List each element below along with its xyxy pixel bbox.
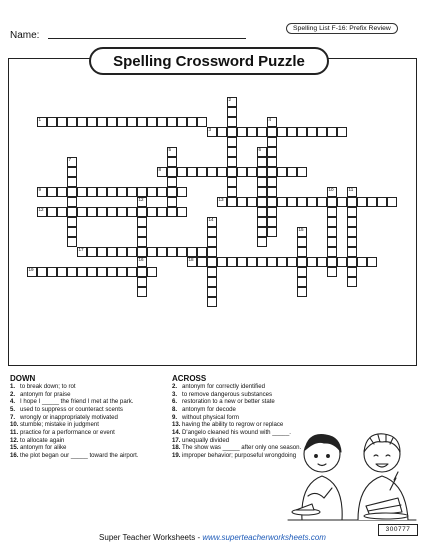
crossword-cell[interactable] <box>247 127 257 137</box>
crossword-cell[interactable] <box>207 167 217 177</box>
clue-number: 18 <box>188 257 194 262</box>
clue-number: 6 <box>258 147 262 152</box>
crossword-cell[interactable] <box>67 237 77 247</box>
crossword-cell[interactable] <box>327 267 337 277</box>
clue-item-text: practice for a performance or event <box>20 429 115 437</box>
crossword-cell[interactable] <box>97 117 107 127</box>
clue-item-text: having the ability to regrow or replace <box>182 421 284 429</box>
clue-item <box>172 414 310 422</box>
clue-item-text: used to suppress or counteract scents <box>20 406 123 414</box>
clue-item <box>10 406 165 414</box>
crossword-cell[interactable] <box>117 187 127 197</box>
crossword-cell[interactable] <box>197 117 207 127</box>
crossword-cell[interactable] <box>167 177 177 187</box>
crossword-cell[interactable] <box>157 187 167 197</box>
clue-number: 15 <box>298 227 304 232</box>
down-clue-list <box>10 383 165 460</box>
clue-number: 3 <box>208 127 212 132</box>
clue-item-text: The show was _____ after only one season. <box>182 444 302 452</box>
clue-number: 16 <box>138 257 144 262</box>
crossword-cell[interactable] <box>167 157 177 167</box>
crossword-cell[interactable] <box>257 227 267 237</box>
clue-item-text: D'angelo cleaned his wound with _____. <box>182 429 291 437</box>
crossword-cell[interactable] <box>317 197 327 207</box>
crossword-cell[interactable] <box>207 247 217 257</box>
crossword-cell[interactable] <box>257 167 267 177</box>
crossword-cell[interactable] <box>107 267 117 277</box>
crossword-cell[interactable] <box>257 237 267 247</box>
crossword-cell[interactable] <box>37 267 47 277</box>
name-write-line[interactable] <box>48 38 246 39</box>
crossword-cell[interactable] <box>257 197 267 207</box>
crossword-cell[interactable] <box>357 257 367 267</box>
clue-item-number: 1. <box>10 383 16 390</box>
crossword-cell[interactable] <box>217 257 227 267</box>
crossword-cell[interactable] <box>77 187 87 197</box>
crossword-cell[interactable] <box>127 187 137 197</box>
clue-item-number: 3. <box>172 390 178 398</box>
crossword-cell[interactable] <box>147 207 157 217</box>
crossword-cell[interactable] <box>277 127 287 137</box>
crossword-cell[interactable] <box>257 187 267 197</box>
clue-item <box>10 421 165 429</box>
crossword-cell[interactable] <box>257 217 267 227</box>
clue-number: 4 <box>268 117 272 122</box>
crossword-cell[interactable] <box>307 127 317 137</box>
clue-number: 12 <box>138 197 144 202</box>
crossword-cell[interactable] <box>347 247 357 257</box>
clue-number: 17 <box>78 247 84 252</box>
crossword-cell[interactable] <box>57 187 67 197</box>
crossword-cell[interactable] <box>87 207 97 217</box>
clue-item <box>10 414 165 422</box>
clue-number: 7 <box>68 157 72 162</box>
crossword-cell[interactable] <box>167 187 177 197</box>
crossword-cell[interactable] <box>57 267 67 277</box>
clue-item-number: 19. <box>172 452 181 460</box>
crossword-cell[interactable] <box>297 257 307 267</box>
clue-number: 1 <box>38 117 42 122</box>
crossword-cell[interactable] <box>297 167 307 177</box>
crossword-cell[interactable] <box>157 207 167 217</box>
crossword-cell[interactable] <box>267 227 277 237</box>
crossword-cell[interactable] <box>117 117 127 127</box>
crossword-cell[interactable] <box>317 127 327 137</box>
crossword-cell[interactable] <box>67 267 77 277</box>
children-eating-cake-illustration <box>286 424 418 524</box>
crossword-cell[interactable] <box>367 197 377 207</box>
crossword-cell[interactable] <box>327 207 337 217</box>
crossword-cell[interactable] <box>87 117 97 127</box>
clue-number: 2 <box>228 97 232 102</box>
crossword-cell[interactable] <box>67 217 77 227</box>
crossword-cell[interactable] <box>187 167 197 177</box>
crossword-cell[interactable] <box>117 267 127 277</box>
clue-item-text: antonym for decode <box>182 406 236 414</box>
crossword-cell[interactable] <box>187 247 197 257</box>
clue-item <box>10 429 165 437</box>
crossword-cell[interactable] <box>257 157 267 167</box>
crossword-cell[interactable] <box>267 207 277 217</box>
crossword-cell[interactable] <box>167 207 177 217</box>
clue-item-text: stumble; mistake in judgment <box>20 421 99 429</box>
crossword-cell[interactable] <box>127 247 137 257</box>
crossword-cell[interactable] <box>327 247 337 257</box>
crossword-cell[interactable] <box>187 117 197 127</box>
crossword-cell[interactable] <box>127 207 137 217</box>
clue-item-number: 6. <box>172 398 178 406</box>
crossword-cell[interactable] <box>227 177 237 187</box>
crossword-cell[interactable] <box>257 257 267 267</box>
crossword-cell[interactable] <box>47 207 57 217</box>
clue-item-number: 7. <box>10 413 16 421</box>
crossword-cell[interactable] <box>117 247 127 257</box>
clue-item-number: 18. <box>172 444 181 452</box>
crossword-cell[interactable] <box>217 167 227 177</box>
crossword-cell[interactable] <box>97 267 107 277</box>
clue-item-text: without physical form <box>182 413 239 421</box>
crossword-cell[interactable] <box>97 187 107 197</box>
clue-number: 8 <box>158 167 162 172</box>
crossword-cell[interactable] <box>247 257 257 267</box>
crossword-cell[interactable] <box>107 247 117 257</box>
crossword-cell[interactable] <box>297 277 307 287</box>
clue-item-number: 10. <box>10 421 19 429</box>
crossword-cell[interactable] <box>267 257 277 267</box>
down-clues <box>10 374 165 460</box>
clue-number: 5 <box>168 147 172 152</box>
name-label: Name: <box>10 30 40 41</box>
clue-item <box>10 444 165 452</box>
crossword-cell[interactable] <box>137 267 147 277</box>
crossword-cell[interactable] <box>207 237 217 247</box>
crossword-cell[interactable] <box>107 207 117 217</box>
clue-number: 9 <box>38 187 42 192</box>
crossword-cell[interactable] <box>137 187 147 197</box>
clue-item <box>172 383 310 391</box>
crossword-cell[interactable] <box>97 207 107 217</box>
clue-item-number: 5. <box>10 406 16 414</box>
crossword-cell[interactable] <box>157 117 167 127</box>
clue-item-text: unequally divided <box>182 436 230 444</box>
crossword-cell[interactable] <box>77 267 87 277</box>
clue-item-text: improper behavior; purposeful wrongdoing <box>182 452 297 460</box>
clue-item-number: 14. <box>172 429 181 437</box>
crossword-cell[interactable] <box>297 247 307 257</box>
crossword-cell[interactable] <box>107 187 117 197</box>
clue-item-text: the plot began our _____ toward the airport. <box>20 452 139 460</box>
crossword-cell[interactable] <box>167 167 177 177</box>
crossword-cell[interactable] <box>167 117 177 127</box>
clue-item-number: 2. <box>172 383 178 390</box>
clue-item <box>172 398 310 406</box>
clue-item-text: to remove dangerous substances <box>182 390 273 398</box>
crossword-cell[interactable] <box>377 197 387 207</box>
across-heading: ACROSS <box>172 374 207 383</box>
crossword-cell[interactable] <box>237 167 247 177</box>
clue-item-text: antonym for correctly identified <box>182 383 265 390</box>
clue-item-number: 8. <box>172 406 178 414</box>
crossword-cell[interactable] <box>227 117 237 127</box>
crossword-cell[interactable] <box>337 127 347 137</box>
crossword-cell[interactable] <box>257 207 267 217</box>
crossword-cell[interactable] <box>217 127 227 137</box>
crossword-cell[interactable] <box>67 197 77 207</box>
crossword-cell[interactable] <box>207 257 217 267</box>
crossword-cell[interactable] <box>67 187 77 197</box>
clue-item <box>172 391 310 399</box>
crossword-cell[interactable] <box>67 167 77 177</box>
crossword-cell[interactable] <box>137 227 147 237</box>
clue-item <box>10 398 165 406</box>
spelling-list-badge: Spelling List F-16: Prefix Review <box>286 23 398 34</box>
footer-brand: Super Teacher Worksheets - <box>99 533 203 542</box>
crossword-cell[interactable] <box>267 137 277 147</box>
crossword-cell[interactable] <box>227 197 237 207</box>
crossword-frame <box>8 58 417 366</box>
crossword-cell[interactable] <box>327 257 337 267</box>
clue-item-number: 17. <box>172 436 181 444</box>
crossword-cell[interactable] <box>227 187 237 197</box>
crossword-cell[interactable] <box>287 167 297 177</box>
clue-item <box>172 406 310 414</box>
crossword-cell[interactable] <box>47 187 57 197</box>
crossword-cell[interactable] <box>207 267 217 277</box>
crossword-cell[interactable] <box>47 267 57 277</box>
crossword-cell[interactable] <box>327 217 337 227</box>
crossword-cell[interactable] <box>327 237 337 247</box>
clue-number: 14 <box>208 217 214 222</box>
crossword-cell[interactable] <box>267 167 277 177</box>
crossword-cell[interactable] <box>337 197 347 207</box>
crossword-cell[interactable] <box>287 257 297 267</box>
crossword-cell[interactable] <box>197 247 207 257</box>
crossword-cell[interactable] <box>77 117 87 127</box>
crossword-cell[interactable] <box>127 267 137 277</box>
crossword-cell[interactable] <box>67 227 77 237</box>
crossword-cell[interactable] <box>317 257 327 267</box>
crossword-cell[interactable] <box>207 287 217 297</box>
clue-item-text: I hope I _____ the friend I met at the park. <box>20 398 134 406</box>
crossword-cell[interactable] <box>357 197 367 207</box>
crossword-cell[interactable] <box>327 197 337 207</box>
clue-item-number: 12. <box>10 436 19 444</box>
crossword-cell[interactable] <box>347 277 357 287</box>
crossword-cell[interactable] <box>267 147 277 157</box>
crossword-cell[interactable] <box>347 227 357 237</box>
clue-item-number: 13. <box>172 421 181 429</box>
crossword-cell[interactable] <box>207 277 217 287</box>
crossword-cell[interactable] <box>267 217 277 227</box>
crossword-cell[interactable] <box>157 247 167 257</box>
crossword-cell[interactable] <box>277 197 287 207</box>
worksheet-code: 300777 <box>378 524 418 536</box>
crossword-cell[interactable] <box>347 207 357 217</box>
clue-item-number: 2. <box>10 390 16 398</box>
crossword-cell[interactable] <box>277 257 287 267</box>
crossword-cell[interactable] <box>237 127 247 137</box>
crossword-cell[interactable] <box>167 197 177 207</box>
crossword-cell[interactable] <box>247 197 257 207</box>
crossword-cell[interactable] <box>297 237 307 247</box>
clue-item-number: 9. <box>172 413 178 421</box>
crossword-cell[interactable] <box>137 217 147 227</box>
crossword-cell[interactable] <box>77 207 87 217</box>
crossword-cell[interactable] <box>227 107 237 117</box>
clue-item-number: 4. <box>10 398 16 406</box>
crossword-cell[interactable] <box>297 197 307 207</box>
crossword-cell[interactable] <box>177 247 187 257</box>
crossword-cell[interactable] <box>227 147 237 157</box>
crossword-cell[interactable] <box>57 117 67 127</box>
clue-item-text: wrongly or inappropriately motivated <box>20 413 118 421</box>
crossword-cell[interactable] <box>137 287 147 297</box>
crossword-cell[interactable] <box>307 197 317 207</box>
crossword-cell[interactable] <box>297 267 307 277</box>
crossword-cell[interactable] <box>117 207 127 217</box>
clue-item-text: to break down; to rot <box>20 383 76 390</box>
crossword-cell[interactable] <box>337 257 347 267</box>
crossword-cell[interactable] <box>177 207 187 217</box>
crossword-cell[interactable] <box>297 127 307 137</box>
crossword-cell[interactable] <box>97 247 107 257</box>
crossword-cell[interactable] <box>387 197 397 207</box>
crossword-cell[interactable] <box>147 247 157 257</box>
crossword-cell[interactable] <box>177 117 187 127</box>
clue-number: 19 <box>28 267 34 272</box>
crossword-cell[interactable] <box>57 207 67 217</box>
crossword-cell[interactable] <box>207 297 217 307</box>
crossword-cell[interactable] <box>227 137 237 147</box>
crossword-cell[interactable] <box>297 287 307 297</box>
crossword-cell[interactable] <box>257 127 267 137</box>
crossword-cell[interactable] <box>267 157 277 167</box>
clue-item-number: 11. <box>10 429 19 437</box>
crossword-cell[interactable] <box>87 247 97 257</box>
crossword-cell[interactable] <box>147 117 157 127</box>
clue-item <box>10 383 165 391</box>
page-title-text: Spelling Crossword Puzzle <box>113 52 305 70</box>
crossword-cell[interactable] <box>167 247 177 257</box>
crossword-cell[interactable] <box>47 117 57 127</box>
crossword-cell[interactable] <box>127 117 137 127</box>
crossword-cell[interactable] <box>347 197 357 207</box>
crossword-cell[interactable] <box>227 127 237 137</box>
clue-number: 10 <box>328 187 334 192</box>
crossword-cell[interactable] <box>267 197 277 207</box>
crossword-cell[interactable] <box>147 267 157 277</box>
crossword-cell[interactable] <box>207 227 217 237</box>
crossword-cell[interactable] <box>137 237 147 247</box>
crossword-cell[interactable] <box>347 267 357 277</box>
crossword-cell[interactable] <box>107 117 117 127</box>
clue-item <box>10 452 165 460</box>
crossword-cell[interactable] <box>327 227 337 237</box>
crossword-cell[interactable] <box>87 267 97 277</box>
clue-item <box>10 391 165 399</box>
crossword-cell[interactable] <box>367 257 377 267</box>
clue-number: 12 <box>38 207 44 212</box>
crossword-cell[interactable] <box>267 127 277 137</box>
clue-item-number: 16. <box>10 452 19 460</box>
crossword-cell[interactable] <box>67 207 77 217</box>
crossword-cell[interactable] <box>137 247 147 257</box>
clue-item <box>10 437 165 445</box>
crossword-cell[interactable] <box>137 117 147 127</box>
crossword-cell[interactable] <box>137 277 147 287</box>
crossword-cell[interactable] <box>87 187 97 197</box>
crossword-cell[interactable] <box>287 127 297 137</box>
crossword-cell[interactable] <box>267 187 277 197</box>
crossword-cell[interactable] <box>227 167 237 177</box>
clue-item-text: to allocate again <box>20 436 65 444</box>
crossword-cell[interactable] <box>147 187 157 197</box>
crossword-cell[interactable] <box>277 167 287 177</box>
footer <box>0 533 425 542</box>
crossword-cell[interactable] <box>177 167 187 177</box>
crossword-cell[interactable] <box>347 217 357 227</box>
crossword-cell[interactable] <box>227 257 237 267</box>
crossword-cell[interactable] <box>287 197 297 207</box>
crossword-cell[interactable] <box>137 207 147 217</box>
crossword-cell[interactable] <box>247 167 257 177</box>
crossword-cell[interactable] <box>177 187 187 197</box>
clue-item-number: 15. <box>10 444 19 452</box>
crossword-cell[interactable] <box>307 257 317 267</box>
page-title <box>89 47 329 75</box>
crossword-cell[interactable] <box>67 117 77 127</box>
clue-number: 11 <box>348 187 354 192</box>
clue-item-text: restoration to a new or better state <box>182 398 275 406</box>
crossword-cell[interactable] <box>227 157 237 167</box>
clue-item-text: antonym for praise <box>20 390 71 398</box>
crossword-cell[interactable] <box>197 167 207 177</box>
crossword-cell[interactable] <box>347 257 357 267</box>
crossword-cell[interactable] <box>267 177 277 187</box>
clue-number: 13 <box>218 197 224 202</box>
footer-url-link[interactable]: www.superteacherworksheets.com <box>202 533 326 542</box>
crossword-cell[interactable] <box>327 127 337 137</box>
clue-item-text: antonym for alike <box>20 444 67 452</box>
crossword-cell[interactable] <box>67 177 77 187</box>
crossword-cell[interactable] <box>197 257 207 267</box>
crossword-cell[interactable] <box>237 197 247 207</box>
crossword-cell[interactable] <box>257 177 267 187</box>
down-heading: DOWN <box>10 374 36 383</box>
crossword-cell[interactable] <box>347 237 357 247</box>
crossword-cell[interactable] <box>237 257 247 267</box>
